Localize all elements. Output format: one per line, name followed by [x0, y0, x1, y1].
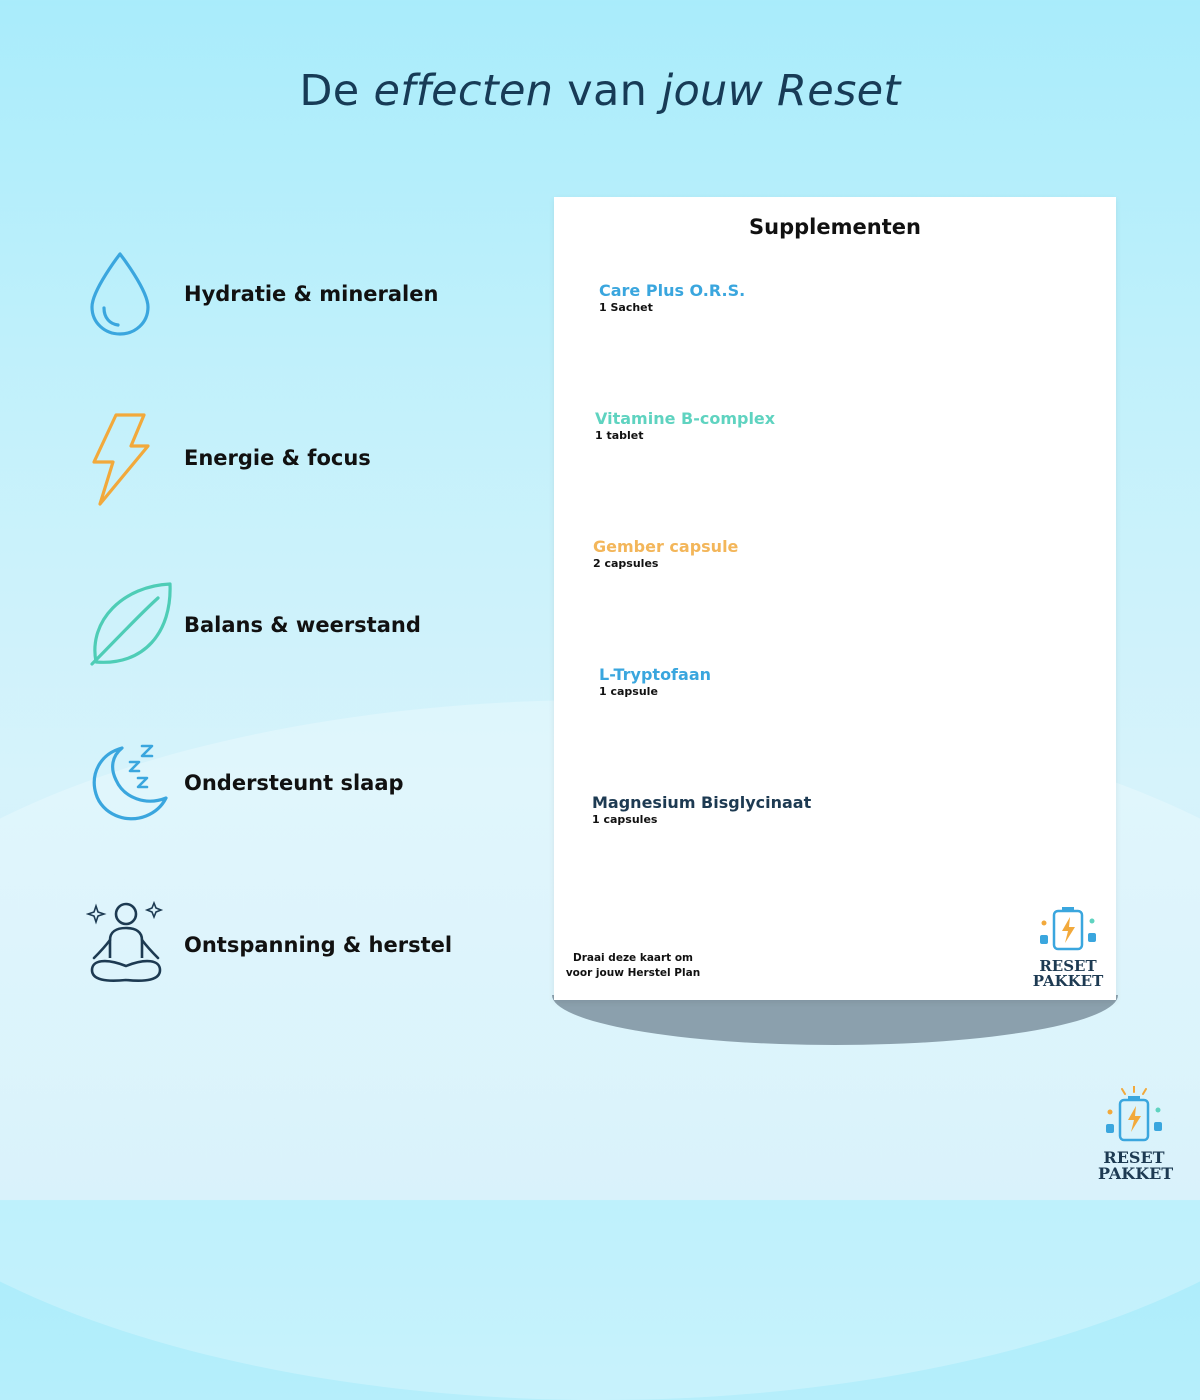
feature-relaxation — [86, 900, 526, 1000]
supplement-dose: 1 Sachet — [599, 301, 653, 314]
feature-sleep — [86, 740, 526, 840]
supplement-item — [593, 537, 738, 570]
feature-label: Balans & weerstand — [184, 613, 421, 637]
card-title: Supplementen — [749, 215, 921, 239]
title-part-italic: effecten — [373, 66, 554, 116]
title-part: van — [553, 66, 662, 116]
card-footer-line: voor jouw Herstel Plan — [565, 967, 701, 979]
supplement-item — [599, 665, 711, 698]
feature-energy — [86, 412, 526, 512]
supplement-name: Vitamine B-complex — [595, 409, 776, 428]
feature-balance — [86, 580, 526, 680]
supplement-name: Care Plus O.R.S. — [599, 281, 746, 300]
logo-text — [1098, 1148, 1174, 1183]
battery-bolt-icon — [1032, 903, 1104, 955]
card-footer-text — [558, 951, 708, 981]
logo-line: PAKKET — [1098, 1164, 1174, 1183]
water-drop-icon — [86, 248, 181, 343]
lightning-bolt-icon — [86, 412, 181, 507]
feature-label: Ontspanning & herstel — [184, 933, 453, 957]
corner-reset-pakket-logo — [1098, 1086, 1174, 1183]
title-part-italic: jouw Reset — [661, 66, 901, 116]
supplement-name: L-Tryptofaan — [599, 665, 711, 684]
moon-sleep-icon — [86, 740, 181, 835]
supplement-dose: 1 capsule — [599, 685, 658, 698]
supplement-item — [595, 409, 775, 442]
supplement-item — [599, 281, 745, 314]
supplement-item — [592, 793, 811, 826]
feature-label: Ondersteunt slaap — [184, 771, 404, 795]
battery-bolt-icon — [1098, 1086, 1170, 1146]
supplement-dose: 1 tablet — [595, 429, 644, 442]
card-footer-line: Draai deze kaart om — [572, 952, 693, 964]
logo-line: RESET — [1103, 1148, 1165, 1167]
logo-line: PAKKET — [1032, 972, 1104, 990]
supplement-name: Gember capsule — [593, 537, 739, 556]
feature-label: Hydratie & mineralen — [184, 282, 439, 306]
supplement-card — [554, 197, 1116, 1000]
supplement-dose: 2 capsules — [593, 557, 659, 570]
leaf-icon — [86, 580, 181, 675]
title-part: De — [299, 66, 374, 116]
supplement-name: Magnesium Bisglycinaat — [592, 793, 812, 812]
logo-line: RESET — [1039, 957, 1097, 975]
meditation-icon — [86, 900, 181, 995]
feature-label: Energie & focus — [184, 446, 371, 470]
supplement-dose: 1 capsules — [592, 813, 658, 826]
page-title — [0, 66, 1200, 116]
feature-hydration — [86, 248, 526, 348]
reset-pakket-logo — [1032, 903, 1104, 989]
logo-text — [1032, 959, 1104, 989]
